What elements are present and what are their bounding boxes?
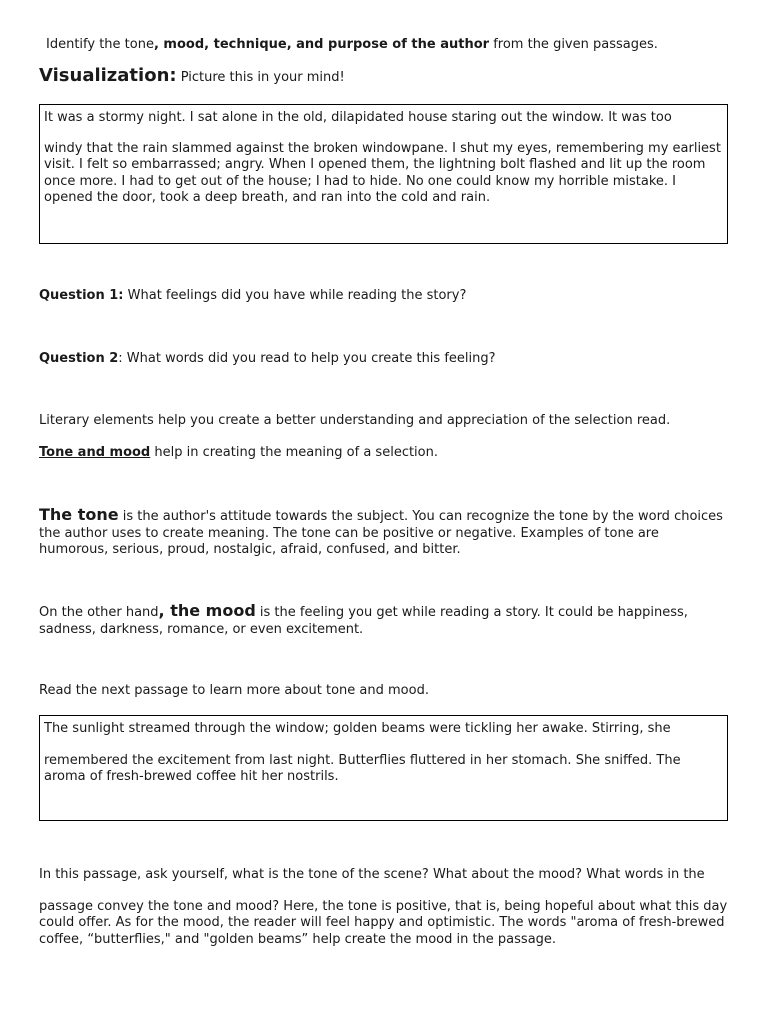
visualization-text: Picture this in your mind! [176, 70, 345, 85]
tone-and-mood-text: help in creating the meaning of a selection. [150, 445, 438, 460]
passage-2-first-line: The sunlight streamed through the window; golden beams were tickling her awake. Stirring, she [44, 721, 671, 736]
question-1-label: Question 1: [39, 288, 124, 303]
tone-and-mood-line [39, 445, 729, 462]
passage-1-body: windy that the rain slammed against the broken windowpane. I shut my eyes, remembering my earliest visit. I felt so embarrassed; angry. When I opened them, the lightning bolt flashed and lit up the room once more. I had to get out of the house; I had to hide. No one could know my horrible mistake. I opened the door, took a deep breath, and ran into the cold and rain. [44, 140, 721, 205]
the-mood-text: is the feeling you get while reading a story. It could be happiness, sadness, darkness, romance, or even excitement. [39, 605, 688, 637]
passage-1-box [39, 104, 728, 244]
intro-bold: , mood, technique, and purpose of the author [153, 37, 490, 52]
visualization-line [39, 65, 729, 87]
next-passage-instruction: Read the next passage to learn more about tone and mood. [39, 683, 429, 698]
question-2-label: Question 2 [39, 351, 119, 366]
passage-1-first-line: It was a stormy night. I sat alone in the old, dilapidated house staring out the window. It was too [44, 110, 672, 125]
the-mood-label: , the mood [158, 601, 256, 620]
the-mood-prefix: On the other hand [39, 605, 159, 620]
passage-2-body: remembered the excitement from last night. Butterflies fluttered in her stomach. She sniffed. The aroma of fresh-brewed coffee hit her nostrils. [44, 752, 681, 784]
analysis-paragraph [39, 867, 729, 948]
literary-elements-text: Literary elements help you create a better understanding and appreciation of the selection read. [39, 413, 671, 428]
question-1-text: What feelings did you have while reading the story? [123, 288, 467, 303]
analysis-body: passage convey the tone and mood? Here, the tone is positive, that is, being hopeful about what this day could offer. As for the mood, the reader will feel happy and optimistic. The words "aroma of fresh-brewed coffee, “butterflies," and "golden beams” help create the mood in the passage. [39, 898, 728, 947]
passage-2-box [39, 715, 728, 821]
analysis-first-line: In this passage, ask yourself, what is the tone of the scene? What about the mood? What words in the [39, 867, 705, 882]
visualization-heading: Visualization: [39, 65, 177, 86]
question-1 [39, 288, 729, 305]
intro-instruction [46, 37, 736, 54]
the-tone-text: is the author's attitude towards the subject. You can recognize the tone by the word choices the author uses to create meaning. The tone can be positive or negative. Examples of tone are humorous, serious, proud, nostalgic, afraid, confused, and bitter. [39, 509, 723, 557]
question-2 [39, 351, 729, 368]
question-2-text: : What words did you read to help you create this feeling? [118, 351, 496, 366]
the-tone-paragraph [39, 507, 729, 559]
intro-prefix: Identify the tone [46, 37, 154, 52]
the-mood-paragraph [39, 603, 729, 638]
tone-and-mood-label: Tone and mood [39, 445, 151, 460]
the-tone-label: The tone [39, 505, 119, 524]
intro-suffix: from the given passages. [489, 37, 658, 52]
